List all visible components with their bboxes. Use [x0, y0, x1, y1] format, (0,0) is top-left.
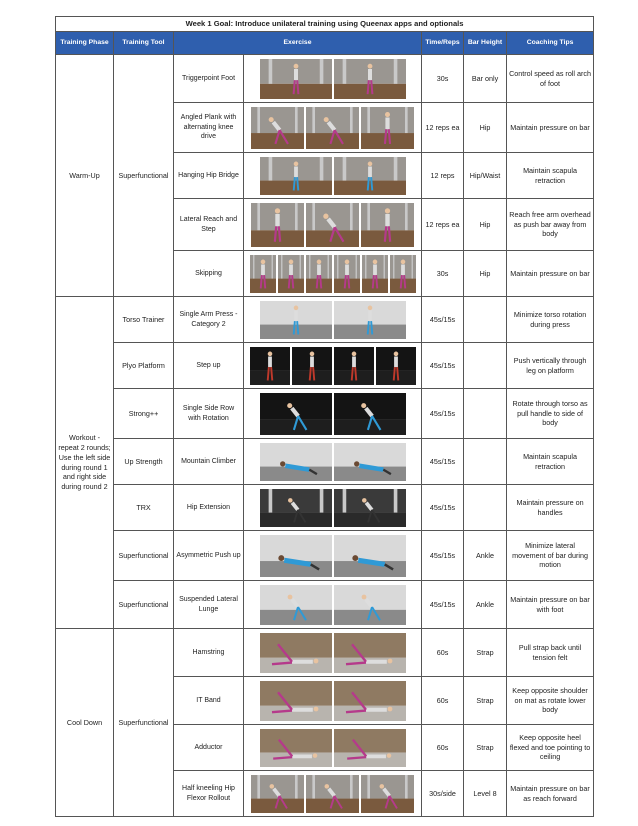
exercise-photo [361, 775, 414, 813]
bar-height [464, 343, 507, 389]
exercise-photo [250, 255, 276, 293]
tool-cell: Strong++ [114, 389, 174, 439]
exercise-photo [334, 535, 406, 577]
exercise-name: IT Band [174, 677, 244, 725]
exercise-photo [390, 255, 416, 293]
exercise-photos [244, 297, 422, 343]
time-reps: 45s/15s [422, 531, 464, 581]
exercise-photo [260, 729, 332, 767]
exercise-name: Hanging Hip Bridge [174, 153, 244, 199]
bar-height: Strap [464, 725, 507, 771]
exercise-photo [292, 347, 332, 385]
coaching-tip: Minimize lateral movement of bar during motion [507, 531, 594, 581]
tool-cell: Up Strength [114, 439, 174, 485]
exercise-photo [306, 255, 332, 293]
exercise-photo [260, 443, 332, 481]
exercise-photos [244, 485, 422, 531]
time-reps: 45s/15s [422, 343, 464, 389]
coaching-tip: Maintain pressure on bar [507, 103, 594, 153]
coaching-tip: Keep opposite shoulder on mat as rotate lower body [507, 677, 594, 725]
coaching-tip: Rotate through torso as pull handle to side of body [507, 389, 594, 439]
exercise-photos [244, 55, 422, 103]
time-reps: 60s [422, 725, 464, 771]
exercise-name: Hamstring [174, 629, 244, 677]
exercise-photos [244, 771, 422, 817]
exercise-photo [251, 775, 304, 813]
bar-height: Strap [464, 677, 507, 725]
exercise-photo [334, 347, 374, 385]
exercise-photo [334, 633, 406, 673]
header-training-phase: Training Phase [56, 32, 114, 55]
exercise-photo [260, 535, 332, 577]
header-training-tool: Training Tool [114, 32, 174, 55]
exercise-photo [260, 489, 332, 527]
exercise-name: Triggerpoint Foot [174, 55, 244, 103]
exercise-photo [278, 255, 304, 293]
tool-cell: Superfunctional [114, 55, 174, 297]
coaching-tip: Control speed as roll arch of foot [507, 55, 594, 103]
exercise-photo [260, 681, 332, 721]
coaching-tip: Maintain pressure on bar [507, 251, 594, 297]
exercise-name: Asymmetric Push up [174, 531, 244, 581]
bar-height [464, 485, 507, 531]
table-row [56, 531, 594, 581]
bar-height: Hip [464, 103, 507, 153]
phase-workout: Workout - repeat 2 rounds; Use the left side during round 1 and right side during round 2 [56, 297, 114, 629]
exercise-photo [260, 59, 332, 99]
bar-height: Strap [464, 629, 507, 677]
exercise-photo [334, 59, 406, 99]
header-exercise: Exercise [174, 32, 422, 55]
exercise-photo [260, 633, 332, 673]
table-row [56, 297, 594, 343]
time-reps: 60s [422, 677, 464, 725]
exercise-name: Skipping [174, 251, 244, 297]
table-row [56, 629, 594, 677]
exercise-name: Half kneeling Hip Flexor Rollout [174, 771, 244, 817]
tool-cell: Superfunctional [114, 581, 174, 629]
bar-height: Hip/Waist [464, 153, 507, 199]
table-row [56, 581, 594, 629]
exercise-photo [334, 489, 406, 527]
exercise-photo [260, 585, 332, 625]
table-row [56, 485, 594, 531]
coaching-tip: Maintain scapula retraction [507, 439, 594, 485]
header-time-reps: Time/Reps [422, 32, 464, 55]
exercise-name: Angled Plank with alternating knee drive [174, 103, 244, 153]
exercise-name: Step up [174, 343, 244, 389]
exercise-photos [244, 199, 422, 251]
exercise-photo [251, 203, 304, 247]
bar-height: Ankle [464, 581, 507, 629]
exercise-photo [306, 107, 359, 149]
table-row [56, 343, 594, 389]
exercise-photo [251, 107, 304, 149]
exercise-photos [244, 343, 422, 389]
exercise-photo [334, 585, 406, 625]
exercise-name: Adductor [174, 725, 244, 771]
exercise-photo [376, 347, 416, 385]
exercise-photo [334, 443, 406, 481]
time-reps: 45s/15s [422, 389, 464, 439]
tool-cell: Torso Trainer [114, 297, 174, 343]
coaching-tip: Push vertically through leg on platform [507, 343, 594, 389]
exercise-photo [250, 347, 290, 385]
time-reps: 45s/15s [422, 439, 464, 485]
bar-height: Bar only [464, 55, 507, 103]
tool-cell: Superfunctional [114, 531, 174, 581]
exercise-photo [334, 393, 406, 435]
exercise-photo [260, 157, 332, 195]
time-reps: 60s [422, 629, 464, 677]
coaching-tip: Pull strap back until tension felt [507, 629, 594, 677]
time-reps: 12 reps ea [422, 199, 464, 251]
time-reps: 12 reps ea [422, 103, 464, 153]
phase-warmup: Warm-Up [56, 55, 114, 297]
exercise-name: Mountain Climber [174, 439, 244, 485]
bar-height [464, 297, 507, 343]
bar-height: Hip [464, 251, 507, 297]
time-reps: 45s/15s [422, 297, 464, 343]
tool-cell: TRX [114, 485, 174, 531]
exercise-photo [334, 301, 406, 339]
time-reps: 45s/15s [422, 485, 464, 531]
coaching-tip: Maintain pressure on bar as reach forward [507, 771, 594, 817]
bar-height: Ankle [464, 531, 507, 581]
table-row [56, 389, 594, 439]
exercise-name: Lateral Reach and Step [174, 199, 244, 251]
tool-cell: Superfunctional [114, 629, 174, 817]
exercise-photos [244, 251, 422, 297]
header-bar-height: Bar Height [464, 32, 507, 55]
time-reps: 30s [422, 251, 464, 297]
time-reps: 12 reps [422, 153, 464, 199]
exercise-photo [361, 107, 414, 149]
exercise-photo [306, 775, 359, 813]
time-reps: 30s [422, 55, 464, 103]
exercise-name: Single Side Row with Rotation [174, 389, 244, 439]
table-row [56, 55, 594, 103]
exercise-photos [244, 725, 422, 771]
exercise-photo [260, 301, 332, 339]
coaching-tip: Maintain scapula retraction [507, 153, 594, 199]
exercise-photo [362, 255, 388, 293]
exercise-photos [244, 153, 422, 199]
coaching-tip: Keep opposite heel flexed and toe pointing to ceiling [507, 725, 594, 771]
exercise-photos [244, 581, 422, 629]
exercise-photos [244, 531, 422, 581]
coaching-tip: Reach free arm overhead as push bar away from body [507, 199, 594, 251]
exercise-photo [334, 729, 406, 767]
bar-height [464, 439, 507, 485]
exercise-photos [244, 439, 422, 485]
coaching-tip: Maintain pressure on handles [507, 485, 594, 531]
bar-height [464, 389, 507, 439]
exercise-photo [334, 157, 406, 195]
header-coaching-tips: Coaching Tips [507, 32, 594, 55]
coaching-tip: Minimize torso rotation during press [507, 297, 594, 343]
exercise-name: Single Arm Press - Category 2 [174, 297, 244, 343]
exercise-photos [244, 389, 422, 439]
exercise-photo [361, 203, 414, 247]
exercise-photos [244, 677, 422, 725]
exercise-photos [244, 629, 422, 677]
bar-height: Level 8 [464, 771, 507, 817]
time-reps: 45s/15s [422, 581, 464, 629]
coaching-tip: Maintain pressure on bar with foot [507, 581, 594, 629]
exercise-photo [334, 681, 406, 721]
phase-cooldown: Cool Down [56, 629, 114, 817]
exercise-photo [260, 393, 332, 435]
workout-plan-table [55, 16, 594, 817]
table-row [56, 439, 594, 485]
exercise-photo [306, 203, 359, 247]
exercise-name: Hip Extension [174, 485, 244, 531]
exercise-photo [334, 255, 360, 293]
bar-height: Hip [464, 199, 507, 251]
tool-cell: Plyo Platform [114, 343, 174, 389]
time-reps: 30s/side [422, 771, 464, 817]
plan-title: Week 1 Goal: Introduce unilateral training using Queenax apps and optionals [56, 17, 594, 32]
exercise-photos [244, 103, 422, 153]
exercise-name: Suspended Lateral Lunge [174, 581, 244, 629]
